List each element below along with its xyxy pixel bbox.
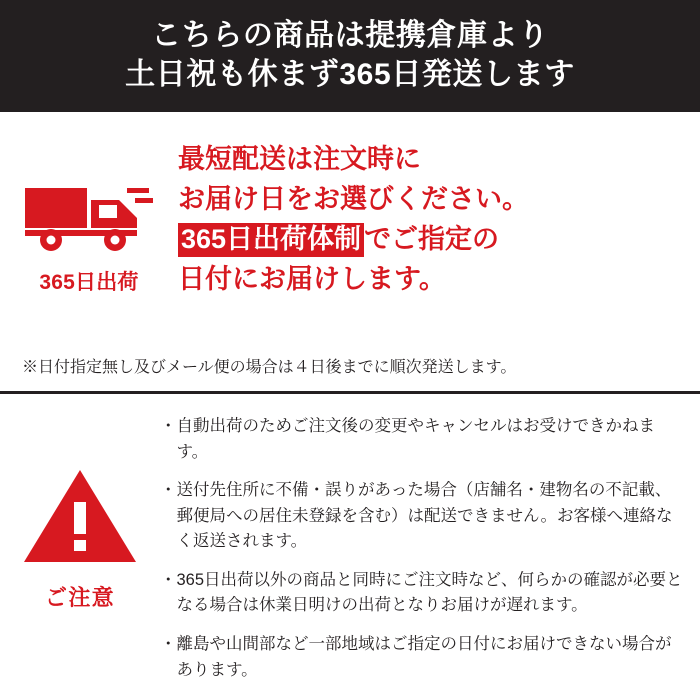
list-bullet: ・ xyxy=(160,570,177,589)
delivery-line-3-rest: でご指定の xyxy=(364,223,500,254)
caution-section xyxy=(0,394,700,700)
delivery-line-2: お届け日をお選びください。 xyxy=(178,183,529,214)
truck-block xyxy=(0,122,178,296)
list-item xyxy=(160,414,684,465)
list-item xyxy=(160,478,684,555)
list-item-text: 送付先住所に不備・誤りがあった場合（店舗名・建物名の不記載、郵便局への居住未登録を含む）は配送できません。お客様へ連絡なく返送されます。 xyxy=(176,481,673,551)
list-item-text: 自動出荷のためご注文後の変更やキャンセルはお受けできかねます。 xyxy=(176,417,655,461)
delivery-line-1: 最短配送は注文時に xyxy=(178,144,421,174)
caution-icon-block xyxy=(0,408,160,700)
header-banner xyxy=(0,0,700,112)
truck-label: 365日出荷 xyxy=(39,271,139,294)
delivery-text-block xyxy=(178,122,700,300)
list-item-text: 365日出荷以外の商品と同時にご注文時など、何らかの確認が必要となる場合は休業日明けの出荷となりお届けが遅れます。 xyxy=(176,570,683,615)
delivery-line-3 xyxy=(178,220,686,260)
delivery-highlight: 365日出荷体制 xyxy=(178,223,364,257)
delivery-note: ※日付指定無し及びメール便の場合は４日後までに順次発送します。 xyxy=(22,358,517,376)
delivery-line-4: 日付にお届けします。 xyxy=(178,263,446,294)
header-line-1: こちらの商品は提携倉庫より xyxy=(151,19,549,52)
caution-label: ご注意 xyxy=(45,585,115,610)
list-item xyxy=(160,568,684,619)
warning-triangle-icon xyxy=(22,466,138,571)
list-bullet: ・ xyxy=(160,417,177,435)
header-line-2: 土日祝も休まず365日発送します xyxy=(125,58,575,91)
list-item xyxy=(160,632,684,683)
caution-list xyxy=(160,408,700,700)
delivery-section xyxy=(0,112,700,394)
list-item-text: 離島や山間部など一部地域はご指定の日付にお届けできない場合があります。 xyxy=(176,634,672,679)
list-bullet: ・ xyxy=(160,634,177,653)
delivery-truck-icon xyxy=(23,174,155,258)
delivery-main xyxy=(0,122,700,349)
list-bullet: ・ xyxy=(160,481,177,500)
